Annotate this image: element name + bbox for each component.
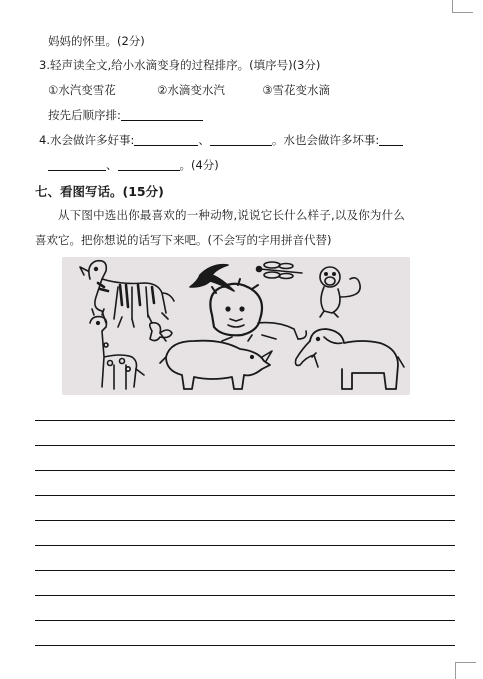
writing-line[interactable] <box>35 595 455 596</box>
dragonfly-icon <box>257 262 303 279</box>
question-text: 3.轻声读全文,给小水滴变身的过程排序。(填序号)(3分) <box>39 58 321 72</box>
question-text: 妈妈的怀里。(2分) <box>48 34 145 48</box>
answer-blank[interactable] <box>121 108 203 121</box>
answer-label: 按先后顺序排: <box>48 108 121 122</box>
question-text: 。(4分) <box>179 158 219 172</box>
answer-blank[interactable] <box>210 133 272 146</box>
writing-line[interactable] <box>35 495 455 496</box>
option-1: ①水汽变雪花 <box>48 83 116 97</box>
answer-blank[interactable] <box>379 133 403 146</box>
question-3 <box>39 57 320 73</box>
butterfly-icon <box>150 323 172 341</box>
separator: 、 <box>198 133 210 147</box>
question-text: 。水也会做许多坏事: <box>271 133 380 147</box>
writing-line[interactable] <box>35 420 455 421</box>
instruction-line-1: 从下图中选出你最喜欢的一种动物,说说它长什么样子,以及你为什么 <box>58 208 406 222</box>
lion-icon <box>210 279 306 341</box>
writing-line[interactable] <box>35 620 455 621</box>
question-3-options <box>48 82 330 98</box>
monkey-icon <box>320 267 360 317</box>
answer-blank[interactable] <box>118 158 180 171</box>
writing-line[interactable] <box>35 470 455 471</box>
page-corner-mark <box>455 662 476 679</box>
answer-blank[interactable] <box>48 158 106 171</box>
question-2-tail <box>48 33 145 49</box>
question-3-answer <box>48 107 203 123</box>
question-text: 4.水会做许多好事: <box>39 133 135 147</box>
instruction-line-2: 喜欢它。把你想说的话写下来吧。(不会写的字用拼音代替) <box>35 233 332 247</box>
writing-line[interactable] <box>35 570 455 571</box>
rhino-icon <box>160 341 272 389</box>
page-corner-mark <box>452 0 473 13</box>
question-4-cont <box>48 157 219 173</box>
writing-line[interactable] <box>35 445 455 446</box>
elephant-icon <box>296 329 405 389</box>
question-4 <box>39 132 403 148</box>
giraffe-icon <box>90 309 144 389</box>
writing-line[interactable] <box>35 645 455 646</box>
animal-picture <box>62 257 410 395</box>
option-2: ②水滴变水汽 <box>157 83 225 97</box>
answer-blank[interactable] <box>134 133 198 146</box>
separator: 、 <box>106 158 118 172</box>
writing-line[interactable] <box>35 545 455 546</box>
section-7-title: 七、看图写话。(15分) <box>35 184 164 199</box>
option-3: ③雪花变水滴 <box>262 83 331 97</box>
writing-line[interactable] <box>35 520 455 521</box>
